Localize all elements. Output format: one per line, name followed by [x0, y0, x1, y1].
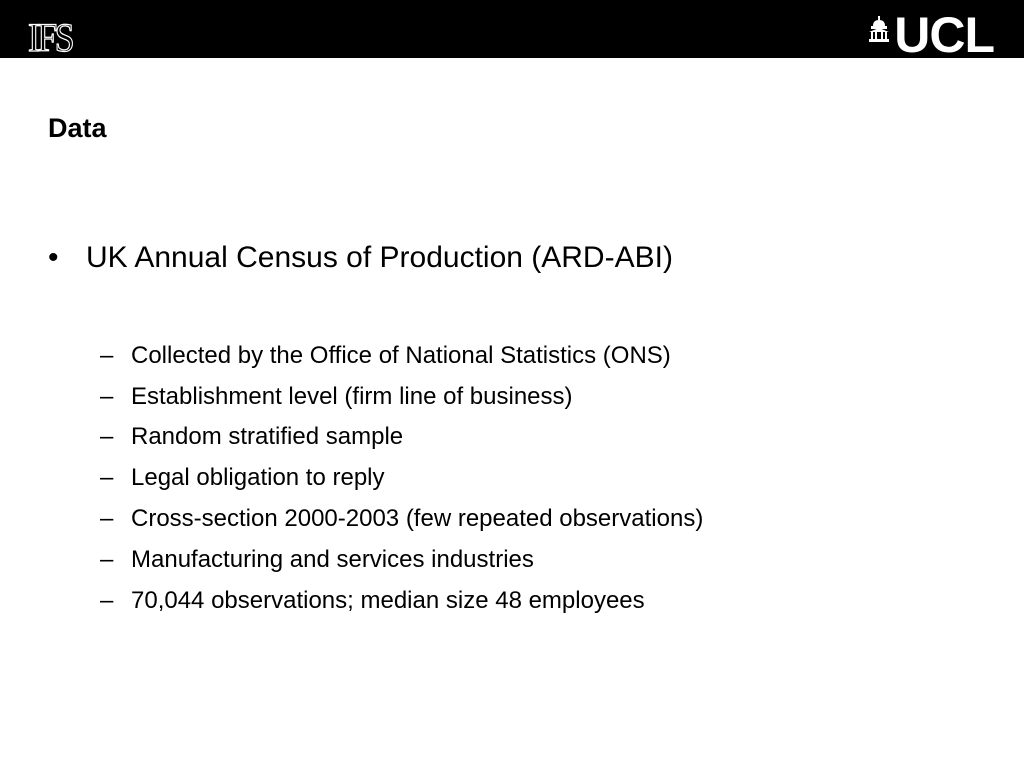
sub-bullet-text: Establishment level (firm line of business): [131, 382, 573, 410]
dash-marker: –: [100, 586, 114, 614]
ucl-logo: [869, 7, 994, 63]
sub-bullet: [100, 457, 1000, 498]
bullet-marker: •: [48, 241, 59, 274]
sub-bullet: [100, 580, 1000, 621]
sub-bullet: [100, 539, 1000, 580]
sub-bullet-text: Legal obligation to reply: [131, 464, 385, 492]
ifs-logo: IFS: [28, 15, 72, 60]
ucl-wordmark: UCL: [894, 7, 994, 63]
dash-marker: –: [100, 545, 114, 573]
dash-marker: –: [100, 341, 114, 369]
sub-bullet-text: 70,044 observations; median size 48 employees: [131, 586, 645, 614]
sub-bullet-text: Collected by the Office of National Statistics (ONS): [131, 341, 671, 369]
ucl-portico-icon: [869, 16, 889, 42]
sub-bullet: [100, 376, 1000, 417]
dash-marker: –: [100, 505, 114, 533]
sub-bullet-list: [100, 335, 1000, 621]
sub-bullet-text: Random stratified sample: [131, 423, 404, 451]
sub-bullet: [100, 335, 1000, 376]
main-bullet: [48, 239, 988, 277]
dash-marker: –: [100, 464, 114, 492]
slide-title: Data: [48, 113, 107, 143]
sub-bullet-text: Cross-section 2000-2003 (few repeated observations): [131, 505, 704, 533]
sub-bullet-text: Manufacturing and services industries: [131, 545, 534, 573]
dash-marker: –: [100, 382, 114, 410]
header-bar: [0, 0, 1024, 63]
dash-marker: –: [100, 423, 114, 451]
main-bullet-text: UK Annual Census of Production (ARD-ABI): [86, 241, 673, 274]
sub-bullet: [100, 498, 1000, 539]
sub-bullet: [100, 417, 1000, 458]
